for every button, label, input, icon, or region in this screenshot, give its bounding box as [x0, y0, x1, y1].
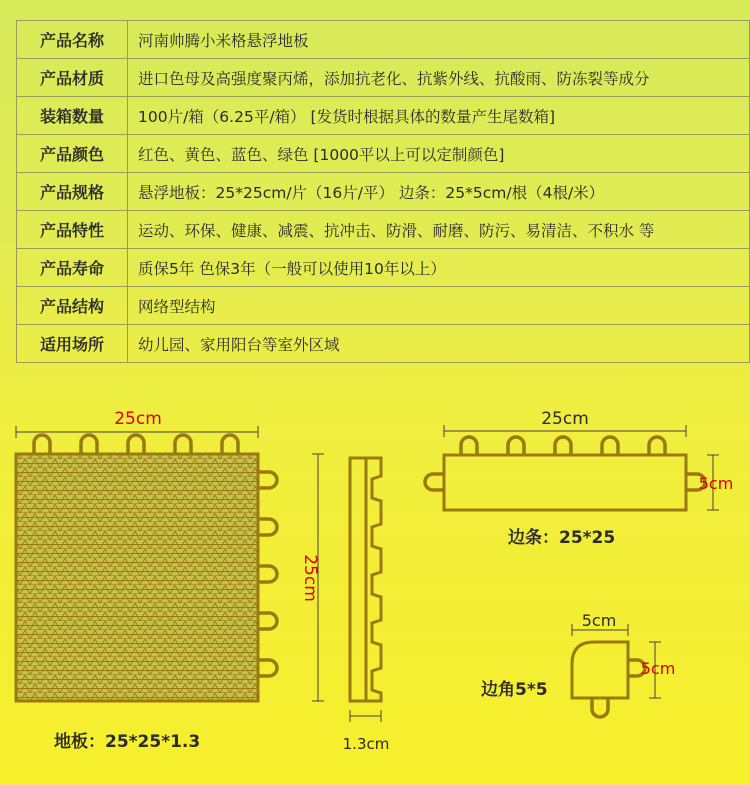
tile-caption: 地板：25*25*1.3: [54, 732, 201, 752]
spec-label: 装箱数量: [17, 97, 128, 135]
spec-value: 运动、环保、健康、减震、抗冲击、防滑、耐磨、防污、易清洁、不积水 等: [128, 211, 750, 249]
edge-strip-drawing: [425, 409, 733, 548]
edge-length-label: 25cm: [541, 409, 589, 429]
spec-label: 产品特性: [17, 211, 128, 249]
spec-label: 产品规格: [17, 173, 128, 211]
spec-label: 产品颜色: [17, 135, 128, 173]
spec-value: 网络型结构: [128, 287, 750, 325]
corner-drawing: [481, 611, 675, 717]
spec-value: 进口色母及高强度聚丙烯，添加抗老化、抗紫外线、抗酸雨、防冻裂等成分: [128, 59, 750, 97]
spec-label: 产品材质: [17, 59, 128, 97]
spec-label: 产品名称: [17, 21, 128, 59]
spec-label: 产品寿命: [17, 249, 128, 287]
spec-value: 红色、黄色、蓝色、绿色 [1000平以上可以定制颜色]: [128, 135, 750, 173]
side-thickness-label: 1.3cm: [342, 735, 390, 753]
spec-value: 悬浮地板：25*25cm/片（16片/平） 边条：25*5cm/根（4根/米）: [128, 173, 750, 211]
edge-caption: 边条：25*25: [508, 528, 616, 548]
side-profile-drawing: [343, 458, 390, 753]
tile-width-label: 25cm: [114, 409, 162, 429]
corner-caption: 边角5*5: [481, 680, 548, 700]
spec-value: 100片/箱（6.25平/箱） [发货时根据具体的数量产生尾数箱]: [128, 97, 750, 135]
tile-height-label: 25cm: [300, 554, 320, 602]
corner-height-label: 5cm: [640, 659, 676, 678]
tile-drawing: [16, 409, 324, 752]
spec-value: 河南帅腾小米格悬浮地板: [128, 21, 750, 59]
spec-label: 产品结构: [17, 287, 128, 325]
spec-value: 幼儿园、家用阳台等室外区域: [128, 325, 750, 363]
spec-value: 质保5年 色保3年（一般可以使用10年以上）: [128, 249, 750, 287]
spec-label: 适用场所: [17, 325, 128, 363]
edge-height-label: 5cm: [698, 474, 734, 493]
corner-width-label: 5cm: [581, 611, 617, 630]
